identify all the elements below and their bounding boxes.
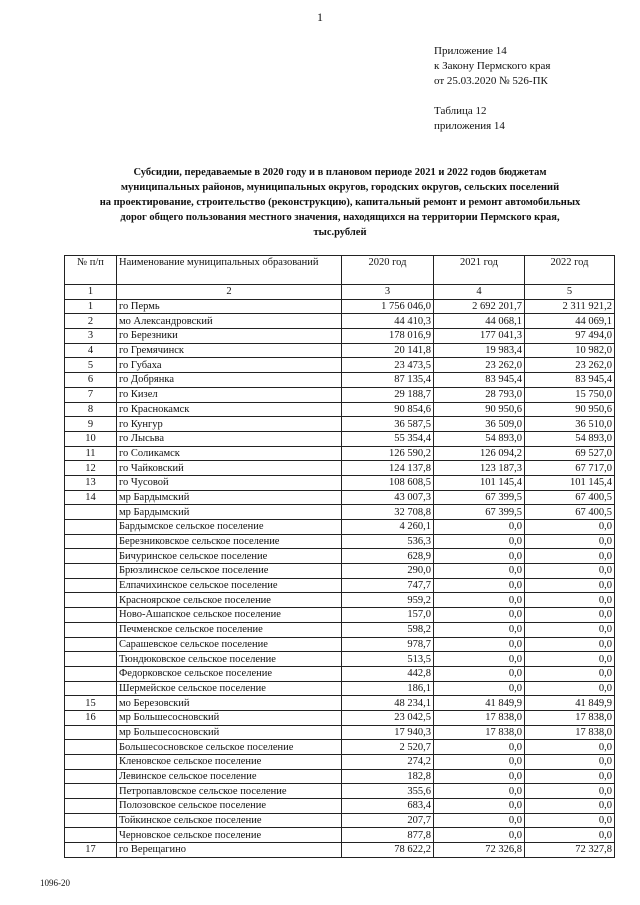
value-2021: 0,0 <box>434 740 525 755</box>
value-2022: 0,0 <box>525 608 615 623</box>
appendix-line: от 25.03.2020 № 526-ПК <box>434 75 548 87</box>
row-number: 14 <box>65 490 117 505</box>
municipality-name: Большесосновское сельское поселение <box>117 740 342 755</box>
municipality-name: Березниковское сельское поселение <box>117 534 342 549</box>
value-2020: 55 354,4 <box>342 431 434 446</box>
row-number: 4 <box>65 343 117 358</box>
municipality-name: мр Бардымский <box>117 490 342 505</box>
row-number: 3 <box>65 329 117 344</box>
value-2020: 23 042,5 <box>342 710 434 725</box>
value-2021: 54 893,0 <box>434 431 525 446</box>
value-2021: 0,0 <box>434 652 525 667</box>
value-2020: 78 622,2 <box>342 843 434 858</box>
municipality-name: го Кунгур <box>117 417 342 432</box>
row-number <box>65 769 117 784</box>
value-2020: 442,8 <box>342 666 434 681</box>
value-2021: 17 838,0 <box>434 710 525 725</box>
table-row <box>65 564 615 579</box>
municipality-name: мр Большесосновский <box>117 710 342 725</box>
value-2021: 0,0 <box>434 784 525 799</box>
municipality-name: Тойкинское сельское поселение <box>117 813 342 828</box>
value-2022: 90 950,6 <box>525 402 615 417</box>
value-2022: 0,0 <box>525 784 615 799</box>
value-2021: 0,0 <box>434 593 525 608</box>
table-row <box>65 549 615 564</box>
value-2021: 0,0 <box>434 564 525 579</box>
table-row <box>65 725 615 740</box>
title-line: Субсидии, передаваемые в 2020 году и в плановом периоде 2021 и 2022 годов бюджетам <box>133 167 547 178</box>
table-row <box>65 446 615 461</box>
table-row <box>65 637 615 652</box>
value-2022: 0,0 <box>525 666 615 681</box>
row-number <box>65 725 117 740</box>
value-2020: 959,2 <box>342 593 434 608</box>
value-2020: 23 473,5 <box>342 358 434 373</box>
value-2022: 0,0 <box>525 549 615 564</box>
column-number: 1 <box>65 285 117 300</box>
municipality-name: го Губаха <box>117 358 342 373</box>
row-number: 17 <box>65 843 117 858</box>
value-2021: 41 849,9 <box>434 696 525 711</box>
value-2021: 0,0 <box>434 637 525 652</box>
value-2022: 0,0 <box>525 622 615 637</box>
municipality-name: Федорковское сельское поселение <box>117 666 342 681</box>
table-row <box>65 417 615 432</box>
municipality-name: Печменское сельское поселение <box>117 622 342 637</box>
value-2022: 0,0 <box>525 520 615 535</box>
value-2020: 978,7 <box>342 637 434 652</box>
table-row <box>65 622 615 637</box>
title-line: тыс.рублей <box>313 227 367 238</box>
municipality-name: го Березники <box>117 329 342 344</box>
row-number <box>65 784 117 799</box>
value-2021: 28 793,0 <box>434 387 525 402</box>
title-line: муниципальных районов, муниципальных округов, городских округов, сельских поселений <box>120 182 560 193</box>
column-number-row <box>65 285 615 300</box>
row-number <box>65 740 117 755</box>
value-2022: 23 262,0 <box>525 358 615 373</box>
page-number: 1 <box>317 10 323 24</box>
column-number: 3 <box>342 285 434 300</box>
municipality-name: Левинское сельское поселение <box>117 769 342 784</box>
value-2020: 355,6 <box>342 784 434 799</box>
municipality-name: мр Бардымский <box>117 505 342 520</box>
value-2021: 0,0 <box>434 681 525 696</box>
value-2020: 36 587,5 <box>342 417 434 432</box>
value-2020: 29 188,7 <box>342 387 434 402</box>
value-2022: 2 311 921,2 <box>525 299 615 314</box>
value-2022: 0,0 <box>525 813 615 828</box>
subsidies-table <box>64 255 615 858</box>
column-number: 2 <box>117 285 342 300</box>
value-2021: 0,0 <box>434 769 525 784</box>
row-number <box>65 813 117 828</box>
municipality-name: го Лысьва <box>117 431 342 446</box>
table-row <box>65 578 615 593</box>
footer-code: 1096-20 <box>40 878 70 888</box>
value-2022: 0,0 <box>525 637 615 652</box>
value-2022: 10 982,0 <box>525 343 615 358</box>
value-2021: 17 838,0 <box>434 725 525 740</box>
row-number <box>65 681 117 696</box>
value-2020: 90 854,6 <box>342 402 434 417</box>
value-2022: 101 145,4 <box>525 475 615 490</box>
header-name: Наименование муниципальных образований <box>117 256 342 285</box>
value-2021: 83 945,4 <box>434 373 525 388</box>
municipality-name: го Кизел <box>117 387 342 402</box>
value-2021: 0,0 <box>434 755 525 770</box>
value-2022: 44 069,1 <box>525 314 615 329</box>
document-title <box>40 165 640 240</box>
row-number: 1 <box>65 299 117 314</box>
value-2021: 67 399,5 <box>434 490 525 505</box>
table-row <box>65 343 615 358</box>
row-number <box>65 608 117 623</box>
table-row <box>65 828 615 843</box>
appendix-reference <box>434 44 550 89</box>
value-2020: 182,8 <box>342 769 434 784</box>
value-2022: 36 510,0 <box>525 417 615 432</box>
value-2020: 2 520,7 <box>342 740 434 755</box>
municipality-name: Черновское сельское поселение <box>117 828 342 843</box>
municipality-name: го Верещагино <box>117 843 342 858</box>
table-row <box>65 373 615 388</box>
table-row <box>65 505 615 520</box>
value-2021: 23 262,0 <box>434 358 525 373</box>
value-2020: 274,2 <box>342 755 434 770</box>
row-number <box>65 534 117 549</box>
municipality-name: Тюндюковское сельское поселение <box>117 652 342 667</box>
value-2020: 87 135,4 <box>342 373 434 388</box>
table-body <box>65 299 615 857</box>
table-row <box>65 520 615 535</box>
value-2021: 0,0 <box>434 799 525 814</box>
table-row <box>65 666 615 681</box>
table-row <box>65 769 615 784</box>
row-number <box>65 622 117 637</box>
table-header-row <box>65 256 615 285</box>
row-number <box>65 637 117 652</box>
value-2022: 69 527,0 <box>525 446 615 461</box>
table-row <box>65 652 615 667</box>
value-2021: 44 068,1 <box>434 314 525 329</box>
value-2022: 67 717,0 <box>525 461 615 476</box>
value-2020: 124 137,8 <box>342 461 434 476</box>
value-2021: 0,0 <box>434 549 525 564</box>
value-2020: 157,0 <box>342 608 434 623</box>
table-ref-line: приложения 14 <box>434 120 505 132</box>
municipality-name: го Чусовой <box>117 475 342 490</box>
value-2020: 44 410,3 <box>342 314 434 329</box>
column-number: 5 <box>525 285 615 300</box>
municipality-name: Бичуринское сельское поселение <box>117 549 342 564</box>
table-row <box>65 710 615 725</box>
header-2022: 2022 год <box>525 256 615 285</box>
value-2020: 48 234,1 <box>342 696 434 711</box>
value-2021: 0,0 <box>434 622 525 637</box>
header-2021: 2021 год <box>434 256 525 285</box>
value-2021: 0,0 <box>434 828 525 843</box>
table-row <box>65 681 615 696</box>
municipality-name: Бардымское сельское поселение <box>117 520 342 535</box>
value-2020: 178 016,9 <box>342 329 434 344</box>
value-2022: 0,0 <box>525 593 615 608</box>
row-number <box>65 799 117 814</box>
table-row <box>65 593 615 608</box>
header-2020: 2020 год <box>342 256 434 285</box>
value-2020: 598,2 <box>342 622 434 637</box>
table-reference <box>434 104 505 134</box>
appendix-line: к Закону Пермского края <box>434 60 551 72</box>
value-2020: 186,1 <box>342 681 434 696</box>
value-2022: 0,0 <box>525 652 615 667</box>
value-2022: 67 400,5 <box>525 490 615 505</box>
value-2020: 126 590,2 <box>342 446 434 461</box>
table-row <box>65 740 615 755</box>
table-row <box>65 461 615 476</box>
value-2020: 4 260,1 <box>342 520 434 535</box>
table-row <box>65 490 615 505</box>
row-number <box>65 666 117 681</box>
municipality-name: Сарашевское сельское поселение <box>117 637 342 652</box>
value-2021: 0,0 <box>434 608 525 623</box>
table-row <box>65 402 615 417</box>
value-2022: 0,0 <box>525 828 615 843</box>
row-number <box>65 505 117 520</box>
municipality-name: го Соликамск <box>117 446 342 461</box>
value-2020: 20 141,8 <box>342 343 434 358</box>
value-2021: 101 145,4 <box>434 475 525 490</box>
municipality-name: го Гремячинск <box>117 343 342 358</box>
table-row <box>65 813 615 828</box>
value-2020: 683,4 <box>342 799 434 814</box>
value-2022: 0,0 <box>525 755 615 770</box>
title-line: на проектирование, строительство (реконструкцию), капитальный ремонт и ремонт автомобильных <box>99 197 581 208</box>
value-2021: 0,0 <box>434 813 525 828</box>
value-2020: 32 708,8 <box>342 505 434 520</box>
row-number: 16 <box>65 710 117 725</box>
municipality-name: мо Александровский <box>117 314 342 329</box>
table-row <box>65 431 615 446</box>
municipality-name: го Чайковский <box>117 461 342 476</box>
row-number: 10 <box>65 431 117 446</box>
table-row <box>65 696 615 711</box>
row-number: 2 <box>65 314 117 329</box>
table-row <box>65 358 615 373</box>
row-number <box>65 755 117 770</box>
value-2022: 97 494,0 <box>525 329 615 344</box>
row-number: 7 <box>65 387 117 402</box>
municipality-name: го Пермь <box>117 299 342 314</box>
value-2021: 0,0 <box>434 534 525 549</box>
table-row <box>65 314 615 329</box>
value-2021: 36 509,0 <box>434 417 525 432</box>
value-2020: 290,0 <box>342 564 434 579</box>
municipality-name: Кленовское сельское поселение <box>117 755 342 770</box>
column-number: 4 <box>434 285 525 300</box>
value-2020: 108 608,5 <box>342 475 434 490</box>
municipality-name: Полозовское сельское поселение <box>117 799 342 814</box>
row-number: 13 <box>65 475 117 490</box>
table-row <box>65 329 615 344</box>
value-2021: 90 950,6 <box>434 402 525 417</box>
value-2022: 0,0 <box>525 740 615 755</box>
municipality-name: Шермейское сельское поселение <box>117 681 342 696</box>
value-2021: 2 692 201,7 <box>434 299 525 314</box>
value-2022: 0,0 <box>525 681 615 696</box>
appendix-line: Приложение 14 <box>434 45 507 57</box>
value-2020: 43 007,3 <box>342 490 434 505</box>
value-2021: 19 983,4 <box>434 343 525 358</box>
row-number: 11 <box>65 446 117 461</box>
table-row <box>65 299 615 314</box>
value-2022: 17 838,0 <box>525 725 615 740</box>
value-2020: 513,5 <box>342 652 434 667</box>
value-2022: 17 838,0 <box>525 710 615 725</box>
value-2020: 1 756 046,0 <box>342 299 434 314</box>
row-number <box>65 549 117 564</box>
row-number: 15 <box>65 696 117 711</box>
row-number <box>65 578 117 593</box>
row-number <box>65 652 117 667</box>
table-row <box>65 387 615 402</box>
value-2021: 67 399,5 <box>434 505 525 520</box>
municipality-name: мо Березовский <box>117 696 342 711</box>
value-2022: 0,0 <box>525 534 615 549</box>
row-number: 8 <box>65 402 117 417</box>
value-2022: 0,0 <box>525 769 615 784</box>
table-ref-line: Таблица 12 <box>434 105 487 117</box>
value-2022: 0,0 <box>525 578 615 593</box>
municipality-name: мр Большесосновский <box>117 725 342 740</box>
title-line: дорог общего пользования местного значения, находящихся на территории Пермского края, <box>120 212 560 223</box>
municipality-name: Елпачихинское сельское поселение <box>117 578 342 593</box>
municipality-name: го Краснокамск <box>117 402 342 417</box>
value-2021: 0,0 <box>434 520 525 535</box>
row-number <box>65 593 117 608</box>
table-row <box>65 755 615 770</box>
value-2022: 15 750,0 <box>525 387 615 402</box>
table-row <box>65 799 615 814</box>
value-2022: 72 327,8 <box>525 843 615 858</box>
row-number <box>65 564 117 579</box>
value-2021: 72 326,8 <box>434 843 525 858</box>
value-2020: 747,7 <box>342 578 434 593</box>
row-number <box>65 520 117 535</box>
value-2022: 0,0 <box>525 799 615 814</box>
value-2022: 83 945,4 <box>525 373 615 388</box>
value-2021: 177 041,3 <box>434 329 525 344</box>
table-row <box>65 608 615 623</box>
value-2022: 54 893,0 <box>525 431 615 446</box>
table-row <box>65 843 615 858</box>
table-row <box>65 534 615 549</box>
row-number: 12 <box>65 461 117 476</box>
table-row <box>65 784 615 799</box>
municipality-name: Красноярское сельское поселение <box>117 593 342 608</box>
table-row <box>65 475 615 490</box>
header-num: № п/п <box>65 256 117 285</box>
value-2020: 207,7 <box>342 813 434 828</box>
value-2022: 41 849,9 <box>525 696 615 711</box>
value-2021: 126 094,2 <box>434 446 525 461</box>
value-2022: 67 400,5 <box>525 505 615 520</box>
municipality-name: го Добрянка <box>117 373 342 388</box>
value-2020: 628,9 <box>342 549 434 564</box>
value-2022: 0,0 <box>525 564 615 579</box>
municipality-name: Брюзлинское сельское поселение <box>117 564 342 579</box>
row-number: 9 <box>65 417 117 432</box>
value-2021: 123 187,3 <box>434 461 525 476</box>
value-2020: 536,3 <box>342 534 434 549</box>
value-2021: 0,0 <box>434 666 525 681</box>
municipality-name: Петропавловское сельское поселение <box>117 784 342 799</box>
value-2021: 0,0 <box>434 578 525 593</box>
row-number <box>65 828 117 843</box>
row-number: 6 <box>65 373 117 388</box>
municipality-name: Ново-Ашапское сельское поселение <box>117 608 342 623</box>
row-number: 5 <box>65 358 117 373</box>
value-2020: 17 940,3 <box>342 725 434 740</box>
value-2020: 877,8 <box>342 828 434 843</box>
